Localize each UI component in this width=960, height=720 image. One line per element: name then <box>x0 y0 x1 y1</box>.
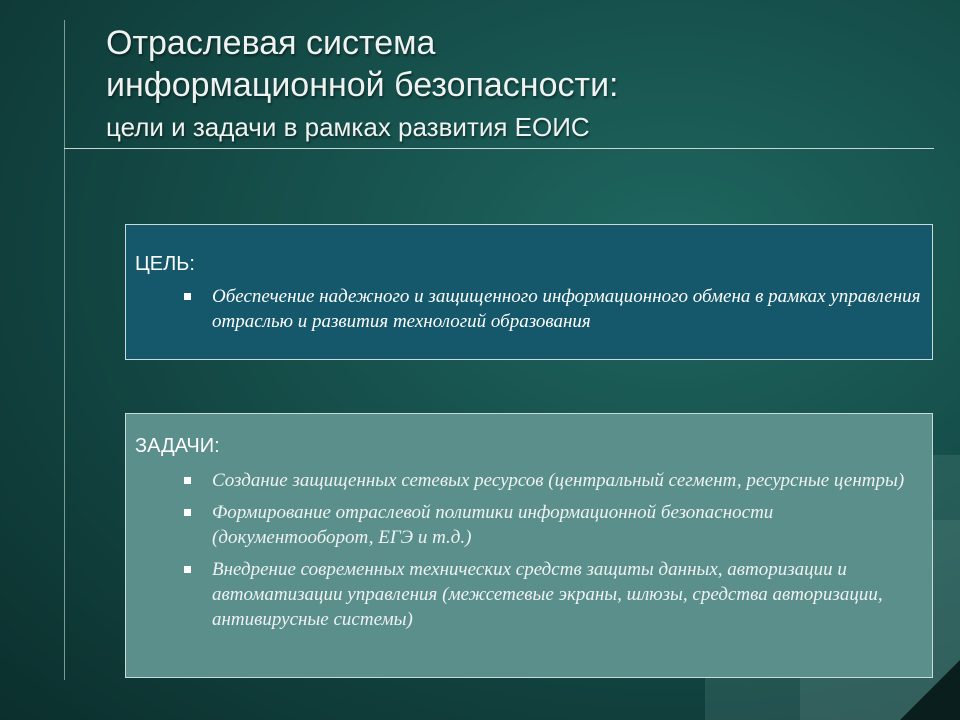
title-line-2: информационной безопасности: <box>106 66 619 104</box>
tasks-heading: ЗАДАЧИ: <box>135 435 220 457</box>
goal-item-text: Обеспечение надежного и защищенного информационного обмена в рамках управления отраслью и развития технологий образования <box>212 286 921 332</box>
square-bullet-icon <box>184 477 191 484</box>
slide-subtitle: цели и задачи в рамках развития ЕОИС <box>106 112 590 142</box>
title-line-1: Отраслевая система <box>106 24 436 62</box>
square-bullet-icon <box>184 566 191 573</box>
title-underline <box>64 148 934 149</box>
task-item <box>182 500 922 550</box>
task-item-text: Создание защищенных сетевых ресурсов (центральный сегмент, ресурсные центры) <box>212 470 905 491</box>
slide-title <box>106 22 619 144</box>
square-bullet-icon <box>184 293 191 300</box>
tasks-box <box>125 413 933 678</box>
goal-heading: ЦЕЛЬ: <box>135 253 195 275</box>
goal-item <box>182 284 922 334</box>
square-bullet-icon <box>184 509 191 516</box>
task-item <box>182 468 922 493</box>
task-item-text: Формирование отраслевой политики информационной безопасности (документооборот, ЕГЭ и т.д.) <box>212 502 774 548</box>
tasks-list <box>182 468 922 639</box>
goal-list <box>182 284 922 341</box>
task-item <box>182 557 922 632</box>
goal-box <box>125 224 933 360</box>
task-item-text: Внедрение современных технических средств защиты данных, авторизации и автоматизации управления (межсетевые экраны, шлюзы, средства авторизации, антивирусные системы) <box>212 559 883 630</box>
vertical-rule <box>64 20 65 680</box>
